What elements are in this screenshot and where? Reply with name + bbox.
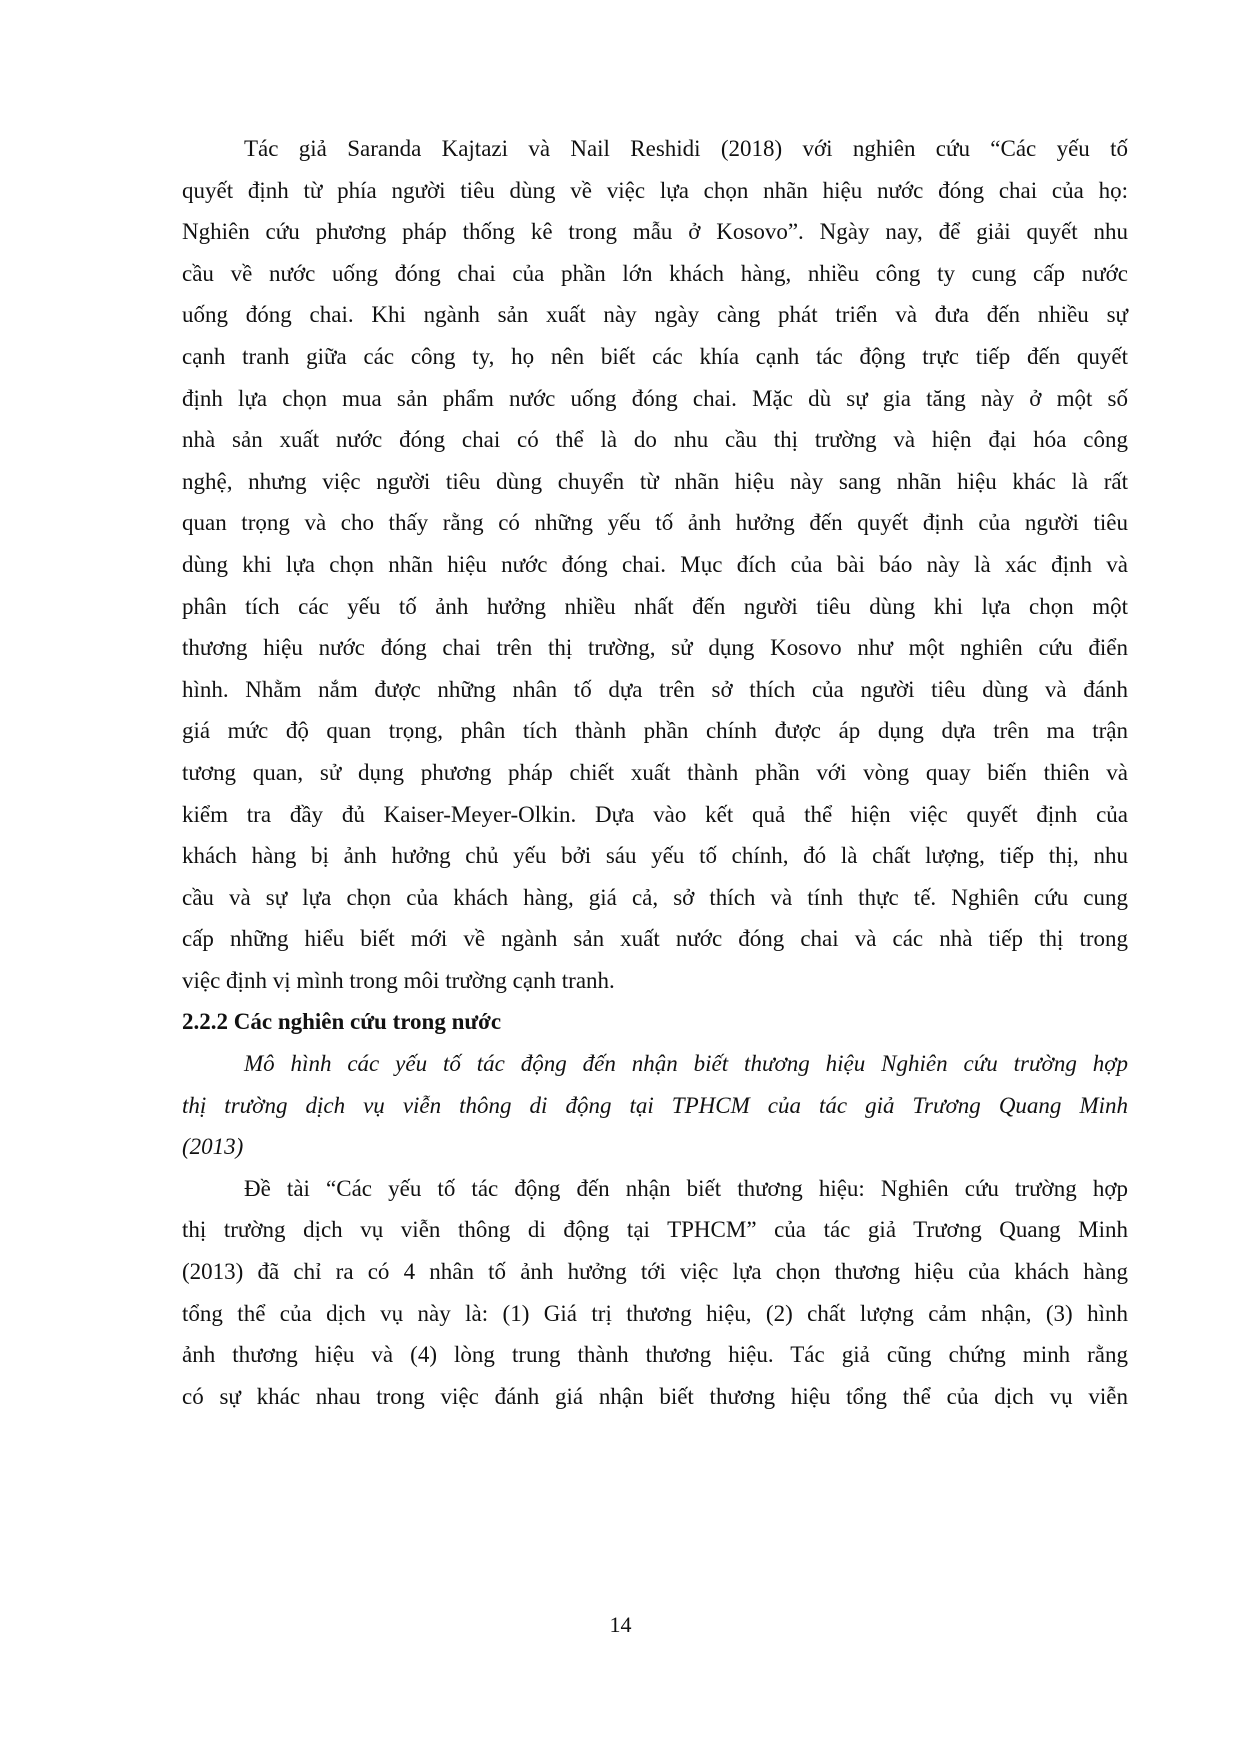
text-line: định lựa chọn mua sản phẩm nước uống đóng chai. Mặc dù sự gia tăng này ở một số [182, 385, 1128, 411]
text-line: thương hiệu nước đóng chai trên thị trường, sử dụng Kosovo như một nghiên cứu điển [182, 635, 1128, 661]
text-line: khách hàng bị ảnh hưởng chủ yếu bởi sáu yếu tố chính, đó là chất lượng, tiếp thị, nhu [182, 843, 1128, 869]
text-line: hình. Nhằm nắm được những nhân tố dựa trên sở thích của người tiêu dùng và đánh [182, 676, 1128, 702]
text-line: kiểm tra đầy đủ Kaiser-Meyer-Olkin. Dựa vào kết quả thể hiện việc quyết định của [182, 801, 1128, 827]
paragraph-truong-quang-minh [182, 1168, 1128, 1418]
text-line: giá mức độ quan trọng, phân tích thành phần chính được áp dụng dựa trên ma trận [182, 718, 1128, 744]
text-line: cầu và sự lựa chọn của khách hàng, giá cả, sở thích và tính thực tế. Nghiên cứu cung [182, 884, 1128, 910]
text-line: cạnh tranh giữa các công ty, họ nên biết các khía cạnh tác động trực tiếp đến quyết [182, 343, 1128, 369]
text-line: Nghiên cứu phương pháp thống kê trong mẫu ở Kosovo”. Ngày nay, để giải quyết nhu [182, 219, 1128, 245]
text-line: nhà sản xuất nước đóng chai có thể là do nhu cầu thị trường và hiện đại hóa công [182, 427, 1128, 453]
study-title [182, 1043, 1128, 1168]
text-line: thị trường dịch vụ viễn thông di động tại TPHCM” của tác giả Trương Quang Minh [182, 1217, 1128, 1243]
text-line: tương quan, sử dụng phương pháp chiết xuất thành phần với vòng quay biến thiên và [182, 759, 1128, 785]
text-line: có sự khác nhau trong việc đánh giá nhận biết thương hiệu tổng thể của dịch vụ viễn [182, 1383, 1128, 1409]
text-line: phân tích các yếu tố ảnh hưởng nhiều nhất đến người tiêu dùng khi lựa chọn một [182, 593, 1128, 619]
text-line: Tác giả Saranda Kajtazi và Nail Reshidi (2018) với nghiên cứu “Các yếu tố [244, 136, 1128, 161]
text-line: (2013) [182, 1134, 244, 1160]
page-number: 14 [609, 1612, 632, 1637]
text-line: uống đóng chai. Khi ngành sản xuất này ngày càng phát triển và đưa đến nhiều sự [182, 302, 1128, 328]
text-line: cấp những hiểu biết mới về ngành sản xuất nước đóng chai và các nhà tiếp thị trong [182, 926, 1128, 952]
paragraph-kajtazi-reshidi [182, 128, 1128, 1001]
text-line: tổng thể của dịch vụ này là: (1) Giá trị thương hiệu, (2) chất lượng cảm nhận, (3) hình [182, 1300, 1128, 1326]
text-line: nghệ, nhưng việc người tiêu dùng chuyển từ nhãn hiệu này sang nhãn hiệu khác là rất [182, 468, 1128, 494]
document-page [182, 128, 1128, 1417]
text-line: ảnh thương hiệu và (4) lòng trung thành thương hiệu. Tác giả cũng chứng minh rằng [182, 1342, 1128, 1368]
text-line: cầu về nước uống đóng chai của phần lớn khách hàng, nhiều công ty cung cấp nước [182, 260, 1128, 286]
section-heading: 2.2.2 Các nghiên cứu trong nước [182, 1009, 502, 1035]
text-line: (2013) đã chỉ ra có 4 nhân tố ảnh hưởng tới việc lựa chọn thương hiệu của khách hàng [182, 1259, 1128, 1285]
text-line: dùng khi lựa chọn nhãn hiệu nước đóng chai. Mục đích của bài báo này là xác định và [182, 551, 1128, 577]
text-line: quyết định từ phía người tiêu dùng về việc lựa chọn nhãn hiệu nước đóng chai của họ: [182, 177, 1128, 203]
text-line: quan trọng và cho thấy rằng có những yếu tố ảnh hưởng đến quyết định của người tiêu [182, 510, 1128, 536]
text-line: Mô hình các yếu tố tác động đến nhận biết thương hiệu Nghiên cứu trường hợp [244, 1051, 1128, 1077]
text-line: việc định vị mình trong môi trường cạnh tranh. [182, 967, 615, 993]
text-line: thị trường dịch vụ viễn thông di động tại TPHCM của tác giả Trương Quang Minh [182, 1092, 1128, 1118]
text-line: Đề tài “Các yếu tố tác động đến nhận biết thương hiệu: Nghiên cứu trường hợp [244, 1175, 1128, 1201]
